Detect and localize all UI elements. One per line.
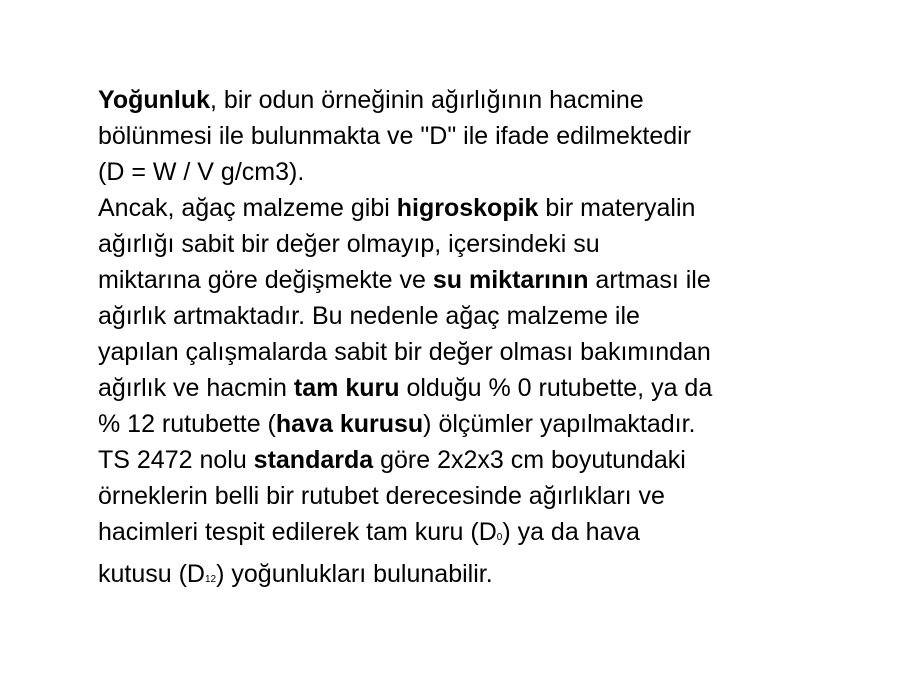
term-oven-dry: tam kuru [293, 374, 400, 402]
text-segment: % 12 rutubette ( [98, 410, 276, 438]
subscript-zero: 0 [496, 532, 503, 543]
hygroscopic-paragraph [98, 190, 858, 442]
text-segment: olduğu % 0 rutubette, ya da [399, 374, 713, 402]
text-segment: bir materyalin [538, 194, 696, 222]
text-segment: ) ya da hava [502, 518, 640, 546]
text-segment: göre 2x2x3 cm boyutundaki [373, 446, 686, 474]
term-standard: standarda [253, 446, 374, 474]
term-density: Yoğunluk [98, 86, 211, 114]
text-segment: ağırlığı sabit bir değer olmayıp, içersindeki su [98, 230, 600, 258]
text-segment: örneklerin belli bir rutubet derecesinde ağırlıkları ve [98, 482, 665, 510]
text-segment: artması ile [588, 266, 711, 294]
density-definition-paragraph [98, 82, 858, 190]
text-segment: ağırlık artmaktadır. Bu nedenle ağaç malzeme ile [98, 302, 640, 330]
subscript-twelve: 12 [204, 574, 217, 585]
term-hygroscopic: higroskopik [396, 194, 539, 222]
text-segment: miktarına göre değişmekte ve [98, 266, 433, 294]
text-segment: ) yoğunlukları bulunabilir. [216, 560, 493, 588]
text-segment: Ancak, ağaç malzeme gibi [98, 194, 397, 222]
text-segment: yapılan çalışmalarda sabit bir değer olması bakımından [98, 338, 711, 366]
text-segment: TS 2472 nolu [98, 446, 254, 474]
text-segment: bölünmesi ile bulunmakta ve "D" ile ifade edilmektedir [98, 122, 692, 150]
text-segment: , bir odun örneğinin ağırlığının hacmine [210, 86, 644, 114]
text-segment: ) ölçümler yapılmaktadır. [423, 410, 696, 438]
term-water-content: su miktarının [432, 266, 589, 294]
body-text [98, 82, 858, 598]
standard-paragraph [98, 442, 858, 598]
text-segment: hacimleri tespit edilerek tam kuru (D [98, 518, 497, 546]
formula-text: (D = W / V g/cm3). [98, 158, 305, 186]
text-segment: ağırlık ve hacmin [98, 374, 294, 402]
text-segment: kutusu (D [98, 560, 205, 588]
term-air-dry: hava kurusu [275, 410, 424, 438]
